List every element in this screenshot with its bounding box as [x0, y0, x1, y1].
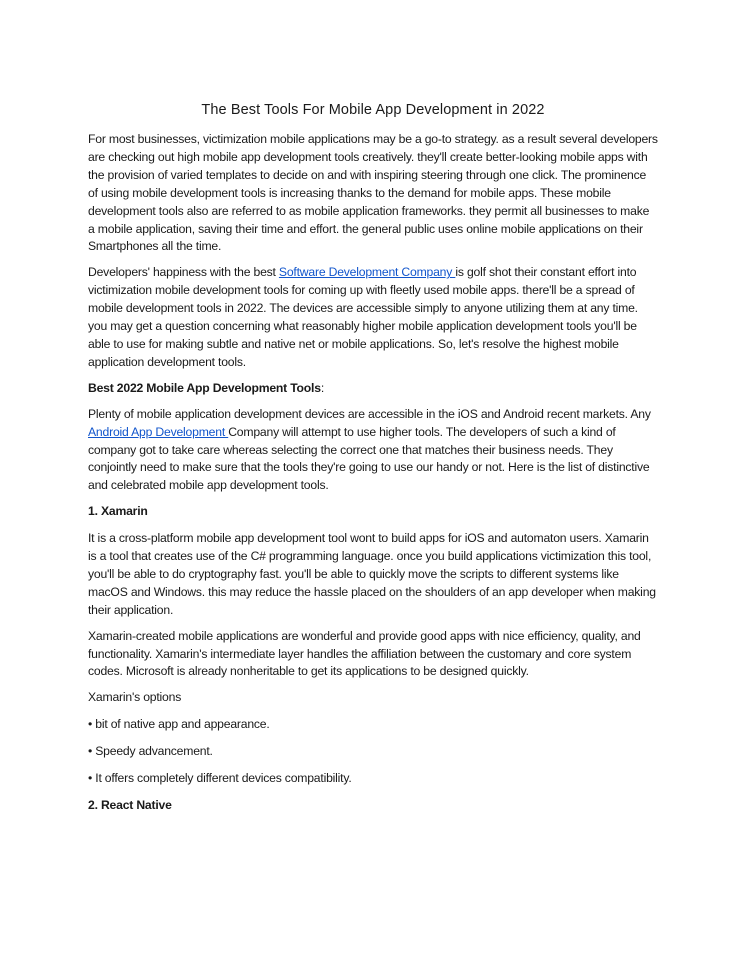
- xamarin-option-item: • Speedy advancement.: [88, 744, 213, 759]
- plenty-paragraph-text-1: Plenty of mobile application development devices are accessible in the iOS and Android recent markets. Any: [88, 406, 651, 421]
- plenty-paragraph: [88, 406, 658, 496]
- android-app-development-link[interactable]: Android App Development: [88, 424, 229, 439]
- xamarin-options-label: Xamarin's options: [88, 690, 182, 705]
- section-heading-text: Best 2022 Mobile App Development Tools: [88, 380, 321, 395]
- developers-paragraph-text-2: is golf shot their constant effort into victimization mobile development tools for coming up with fleetly used mobile apps. there'll be a spread of mobile development tools in 2022. The devices are accessible simply to anyone utilizing them at any time. you may get a question concerning what reasonably higher mobile application development tools you'll be able to use for making subtle and native net or mobile applications. So, let's resolve the highest mobile application development tools.: [88, 265, 638, 369]
- developers-paragraph: [88, 264, 658, 371]
- document-body: [88, 100, 658, 824]
- developers-paragraph-text-1: Developers' happiness with the best: [88, 265, 279, 280]
- plenty-paragraph-text-2: Company will attempt to use higher tools. The developers of such a kind of company got to take care whereas selecting the correct one that matches their business needs. They conjointly need to make sure that the tools they're going to use our handy or not. Here is the list of distinctive and celebrated mobile app development tools.: [88, 424, 650, 493]
- xamarin-heading: 1. Xamarin: [88, 504, 148, 519]
- section-heading: [88, 380, 658, 398]
- react-native-heading: 2. React Native: [88, 798, 172, 812]
- xamarin-option-item: • bit of native app and appearance.: [88, 717, 270, 732]
- xamarin-paragraph-1: It is a cross-platform mobile app development tool wont to build apps for iOS and automaton users. Xamarin is a tool that creates use of the C# programming language. once you build applications victimization this tool, you'll be able to do cryptography fast. you'll be able to quickly move the scripts to different systems like macOS and Windows. this may reduce the hassle placed on the shoulders of an app developer when making their application.: [88, 531, 656, 617]
- intro-paragraph: For most businesses, victimization mobile applications may be a go-to strategy. as a result several developers are checking out high mobile app development tools creatively. they'll create better-looking mobile apps with the provision of varied templates to decide on and with inspiring steering through one click. The prominence of using mobile development tools is increasing thanks to the demand for mobile apps. These mobile development tools also are referred to as mobile application frameworks. they permit all businesses to make a mobile application, saving their time and effort. the general public uses online mobile applications on their Smartphones all the time.: [88, 132, 658, 254]
- document-title: The Best Tools For Mobile App Development in 2022: [201, 102, 545, 118]
- xamarin-option-item: • It offers completely different devices compatibility.: [88, 771, 352, 786]
- section-heading-colon: :: [320, 380, 324, 395]
- software-development-company-link[interactable]: Software Development Company: [278, 265, 456, 280]
- xamarin-paragraph-2: Xamarin-created mobile applications are wonderful and provide good apps with nice efficiency, quality, and functionality. Xamarin's intermediate layer handles the affiliation between the customary and core system codes. Microsoft is already nonheritable to get its applications to be designed quickly.: [88, 628, 641, 679]
